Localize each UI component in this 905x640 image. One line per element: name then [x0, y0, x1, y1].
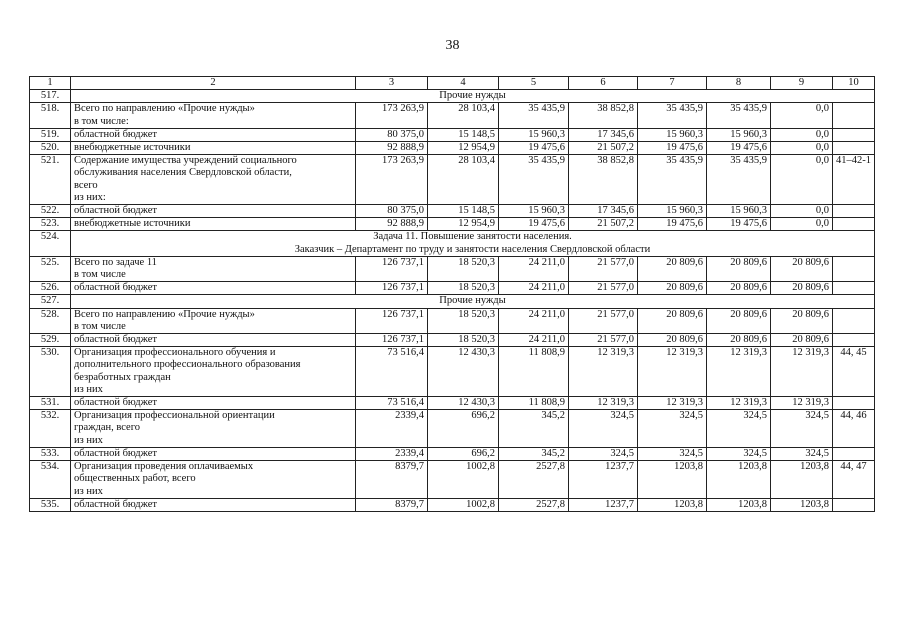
amount-cell: 1203,8: [638, 461, 707, 499]
amount-cell: 12 319,3: [569, 347, 638, 397]
amount-cell: 80 375,0: [356, 205, 428, 218]
amount-cell: 12 954,9: [428, 142, 499, 155]
row-label: [71, 410, 356, 448]
amount-cell: 21 577,0: [569, 256, 638, 281]
row-number: 531.: [30, 397, 71, 410]
amount-cell: 1002,8: [428, 461, 499, 499]
amount-cell: 1203,8: [707, 461, 771, 499]
row-label-line: Содержание имущества учреждений социального: [74, 155, 297, 167]
row-number: 521.: [30, 155, 71, 205]
amount-cell: 1237,7: [569, 461, 638, 499]
amount-cell: 20 809,6: [771, 308, 833, 333]
reference-cell: [833, 218, 875, 231]
amount-cell: 345,2: [499, 410, 569, 448]
row-label: [71, 347, 356, 397]
amount-cell: 12 319,3: [707, 347, 771, 397]
column-header: 9: [771, 77, 833, 90]
row-label-line: областной бюджет: [74, 447, 157, 459]
amount-cell: 0,0: [771, 142, 833, 155]
amount-cell: 20 809,6: [638, 334, 707, 347]
row-number: 530.: [30, 347, 71, 397]
amount-cell: 38 852,8: [569, 155, 638, 205]
column-header: 8: [707, 77, 771, 90]
row-number: 534.: [30, 461, 71, 499]
amount-cell: 0,0: [771, 155, 833, 205]
row-label-line: областной бюджет: [74, 128, 157, 140]
amount-cell: 12 430,3: [428, 347, 499, 397]
column-header: 4: [428, 77, 499, 90]
amount-cell: 11 808,9: [499, 397, 569, 410]
page-number: 38: [445, 38, 460, 53]
amount-cell: 324,5: [569, 447, 638, 460]
row-label: [71, 282, 356, 295]
row-label-line: из них: [74, 383, 103, 395]
row-label-line: Организация профессионального обучения и: [74, 347, 276, 359]
table-row: [30, 256, 875, 281]
reference-cell: [833, 128, 875, 141]
amount-cell: 324,5: [771, 410, 833, 448]
row-label-line: Организация проведения оплачиваемых: [74, 461, 254, 473]
amount-cell: 8379,7: [356, 498, 428, 511]
amount-cell: 324,5: [638, 447, 707, 460]
amount-cell: 1203,8: [638, 498, 707, 511]
amount-cell: 24 211,0: [499, 334, 569, 347]
amount-cell: 24 211,0: [499, 308, 569, 333]
amount-cell: 12 319,3: [771, 397, 833, 410]
section-title: [71, 295, 875, 308]
amount-cell: 18 520,3: [428, 282, 499, 295]
amount-cell: 2339,4: [356, 447, 428, 460]
amount-cell: 80 375,0: [356, 128, 428, 141]
row-label-line: Всего по задаче 11: [74, 256, 157, 268]
row-label-line: областной бюджет: [74, 282, 157, 294]
amount-cell: 1002,8: [428, 498, 499, 511]
row-number: 525.: [30, 256, 71, 281]
row-label: [71, 397, 356, 410]
column-header: 5: [499, 77, 569, 90]
amount-cell: 20 809,6: [707, 334, 771, 347]
amount-cell: 8379,7: [356, 461, 428, 499]
row-number: 524.: [30, 231, 71, 256]
reference-cell: [833, 142, 875, 155]
amount-cell: 20 809,6: [771, 334, 833, 347]
table-row: [30, 308, 875, 333]
column-header: 7: [638, 77, 707, 90]
amount-cell: 1203,8: [707, 498, 771, 511]
amount-cell: 15 960,3: [638, 128, 707, 141]
row-number: 519.: [30, 128, 71, 141]
row-label-line: Организация профессиональной ориентации: [74, 410, 275, 422]
row-label: [71, 103, 356, 128]
reference-cell: [833, 447, 875, 460]
table-row: [30, 282, 875, 295]
amount-cell: 0,0: [771, 103, 833, 128]
row-number: 528.: [30, 308, 71, 333]
amount-cell: 12 430,3: [428, 397, 499, 410]
amount-cell: 15 148,5: [428, 205, 499, 218]
amount-cell: 24 211,0: [499, 256, 569, 281]
column-header: 1: [30, 77, 71, 90]
amount-cell: 15 960,3: [707, 128, 771, 141]
amount-cell: 21 577,0: [569, 308, 638, 333]
row-label: [71, 142, 356, 155]
amount-cell: 696,2: [428, 410, 499, 448]
amount-cell: 12 319,3: [707, 397, 771, 410]
row-label-line: дополнительного профессионального образования: [74, 359, 301, 371]
row-label-line: в том числе: [74, 320, 126, 332]
section-title-line: Заказчик – Департамент по труду и занятости населения Свердловской области: [294, 243, 651, 255]
row-label-line: граждан, всего: [74, 422, 140, 434]
amount-cell: 15 960,3: [707, 205, 771, 218]
section-row: [30, 90, 875, 103]
amount-cell: 11 808,9: [499, 347, 569, 397]
amount-cell: 324,5: [771, 447, 833, 460]
table-row: [30, 397, 875, 410]
table-body: [30, 90, 875, 512]
row-label: [71, 308, 356, 333]
amount-cell: 18 520,3: [428, 308, 499, 333]
amount-cell: 21 577,0: [569, 334, 638, 347]
section-title: [71, 231, 875, 256]
amount-cell: 20 809,6: [771, 256, 833, 281]
amount-cell: 324,5: [638, 410, 707, 448]
amount-cell: 126 737,1: [356, 282, 428, 295]
reference-cell: 44, 45: [833, 347, 875, 397]
reference-cell: [833, 397, 875, 410]
amount-cell: 35 435,9: [707, 103, 771, 128]
table-row: [30, 447, 875, 460]
amount-cell: 12 954,9: [428, 218, 499, 231]
amount-cell: 21 507,2: [569, 218, 638, 231]
column-header: 10: [833, 77, 875, 90]
row-label-line: внебюджетные источники: [74, 142, 191, 154]
amount-cell: 126 737,1: [356, 256, 428, 281]
amount-cell: 1203,8: [771, 498, 833, 511]
amount-cell: 324,5: [569, 410, 638, 448]
row-number: 527.: [30, 295, 71, 308]
table-row: [30, 347, 875, 397]
row-label: [71, 218, 356, 231]
table-row: [30, 461, 875, 499]
row-label: [71, 205, 356, 218]
row-label: [71, 334, 356, 347]
amount-cell: 38 852,8: [569, 103, 638, 128]
amount-cell: 19 475,6: [707, 218, 771, 231]
row-label-line: Всего по направлению «Прочие нужды»: [74, 308, 255, 320]
amount-cell: 35 435,9: [707, 155, 771, 205]
amount-cell: 20 809,6: [707, 256, 771, 281]
amount-cell: 28 103,4: [428, 103, 499, 128]
amount-cell: 20 809,6: [707, 308, 771, 333]
section-title: [71, 90, 875, 103]
amount-cell: 20 809,6: [771, 282, 833, 295]
row-label-line: Всего по направлению «Прочие нужды»: [74, 103, 255, 115]
row-label-line: областной бюджет: [74, 205, 157, 217]
amount-cell: 1203,8: [771, 461, 833, 499]
amount-cell: 17 345,6: [569, 128, 638, 141]
amount-cell: 0,0: [771, 128, 833, 141]
reference-cell: [833, 498, 875, 511]
row-label: [71, 461, 356, 499]
row-label-line: внебюджетные источники: [74, 218, 191, 230]
amount-cell: 19 475,6: [707, 142, 771, 155]
row-label-line: безработных граждан: [74, 371, 171, 383]
amount-cell: 20 809,6: [638, 282, 707, 295]
amount-cell: 2527,8: [499, 461, 569, 499]
row-number: 523.: [30, 218, 71, 231]
row-number: 533.: [30, 447, 71, 460]
amount-cell: 35 435,9: [499, 155, 569, 205]
amount-cell: 12 319,3: [638, 397, 707, 410]
row-label-line: из них:: [74, 191, 106, 203]
amount-cell: 0,0: [771, 205, 833, 218]
table-row: [30, 205, 875, 218]
budget-table: [29, 76, 875, 512]
table-row: [30, 142, 875, 155]
table-row: [30, 498, 875, 511]
amount-cell: 18 520,3: [428, 334, 499, 347]
amount-cell: 19 475,6: [638, 142, 707, 155]
row-label-line: из них: [74, 485, 103, 497]
amount-cell: 73 516,4: [356, 397, 428, 410]
section-title-line: Задача 11. Повышение занятости населения.: [373, 231, 572, 243]
amount-cell: 1237,7: [569, 498, 638, 511]
amount-cell: 17 345,6: [569, 205, 638, 218]
section-title-line: Прочие нужды: [439, 90, 506, 102]
amount-cell: 12 319,3: [638, 347, 707, 397]
reference-cell: [833, 256, 875, 281]
amount-cell: 324,5: [707, 447, 771, 460]
amount-cell: 73 516,4: [356, 347, 428, 397]
row-label: [71, 447, 356, 460]
amount-cell: 92 888,9: [356, 218, 428, 231]
row-label-line: обслуживания населения Свердловской области,: [74, 167, 292, 179]
amount-cell: 19 475,6: [499, 142, 569, 155]
amount-cell: 19 475,6: [638, 218, 707, 231]
amount-cell: 173 263,9: [356, 155, 428, 205]
amount-cell: 19 475,6: [499, 218, 569, 231]
table-row: [30, 128, 875, 141]
column-header-row: [30, 77, 875, 90]
amount-cell: 15 960,3: [499, 205, 569, 218]
amount-cell: 12 319,3: [771, 347, 833, 397]
amount-cell: 15 960,3: [499, 128, 569, 141]
amount-cell: 35 435,9: [638, 155, 707, 205]
table-row: [30, 103, 875, 128]
amount-cell: 18 520,3: [428, 256, 499, 281]
amount-cell: 20 809,6: [638, 256, 707, 281]
amount-cell: 20 809,6: [707, 282, 771, 295]
row-label-line: в том числе:: [74, 115, 129, 127]
reference-cell: [833, 103, 875, 128]
row-label-line: всего: [74, 179, 98, 191]
row-label: [71, 256, 356, 281]
amount-cell: 2527,8: [499, 498, 569, 511]
amount-cell: 324,5: [707, 410, 771, 448]
row-label-line: областной бюджет: [74, 397, 157, 409]
reference-cell: 41–42-1: [833, 155, 875, 205]
amount-cell: 345,2: [499, 447, 569, 460]
table-row: [30, 155, 875, 205]
row-number: 529.: [30, 334, 71, 347]
row-label-line: из них: [74, 434, 103, 446]
amount-cell: 126 737,1: [356, 334, 428, 347]
row-label: [71, 155, 356, 205]
amount-cell: 35 435,9: [638, 103, 707, 128]
section-row: [30, 231, 875, 256]
row-number: 518.: [30, 103, 71, 128]
amount-cell: 696,2: [428, 447, 499, 460]
table-row: [30, 410, 875, 448]
amount-cell: 24 211,0: [499, 282, 569, 295]
amount-cell: 20 809,6: [638, 308, 707, 333]
table-row: [30, 334, 875, 347]
row-number: 522.: [30, 205, 71, 218]
section-title-line: Прочие нужды: [439, 295, 506, 307]
reference-cell: [833, 308, 875, 333]
amount-cell: 15 960,3: [638, 205, 707, 218]
amount-cell: 21 577,0: [569, 282, 638, 295]
amount-cell: 35 435,9: [499, 103, 569, 128]
row-label-line: областной бюджет: [74, 334, 157, 346]
reference-cell: [833, 334, 875, 347]
column-header: 6: [569, 77, 638, 90]
row-number: 520.: [30, 142, 71, 155]
amount-cell: 0,0: [771, 218, 833, 231]
amount-cell: 28 103,4: [428, 155, 499, 205]
row-label: [71, 498, 356, 511]
amount-cell: 15 148,5: [428, 128, 499, 141]
row-number: 517.: [30, 90, 71, 103]
reference-cell: 44, 47: [833, 461, 875, 499]
amount-cell: 173 263,9: [356, 103, 428, 128]
column-header: 3: [356, 77, 428, 90]
amount-cell: 126 737,1: [356, 308, 428, 333]
reference-cell: [833, 205, 875, 218]
amount-cell: 21 507,2: [569, 142, 638, 155]
row-label-line: в том числе: [74, 269, 126, 281]
column-header: 2: [71, 77, 356, 90]
row-number: 532.: [30, 410, 71, 448]
row-label-line: областной бюджет: [74, 498, 157, 510]
reference-cell: 44, 46: [833, 410, 875, 448]
row-number: 535.: [30, 498, 71, 511]
row-number: 526.: [30, 282, 71, 295]
section-row: [30, 295, 875, 308]
amount-cell: 12 319,3: [569, 397, 638, 410]
row-label-line: общественных работ, всего: [74, 473, 196, 485]
reference-cell: [833, 282, 875, 295]
row-label: [71, 128, 356, 141]
amount-cell: 92 888,9: [356, 142, 428, 155]
amount-cell: 2339,4: [356, 410, 428, 448]
table-row: [30, 218, 875, 231]
